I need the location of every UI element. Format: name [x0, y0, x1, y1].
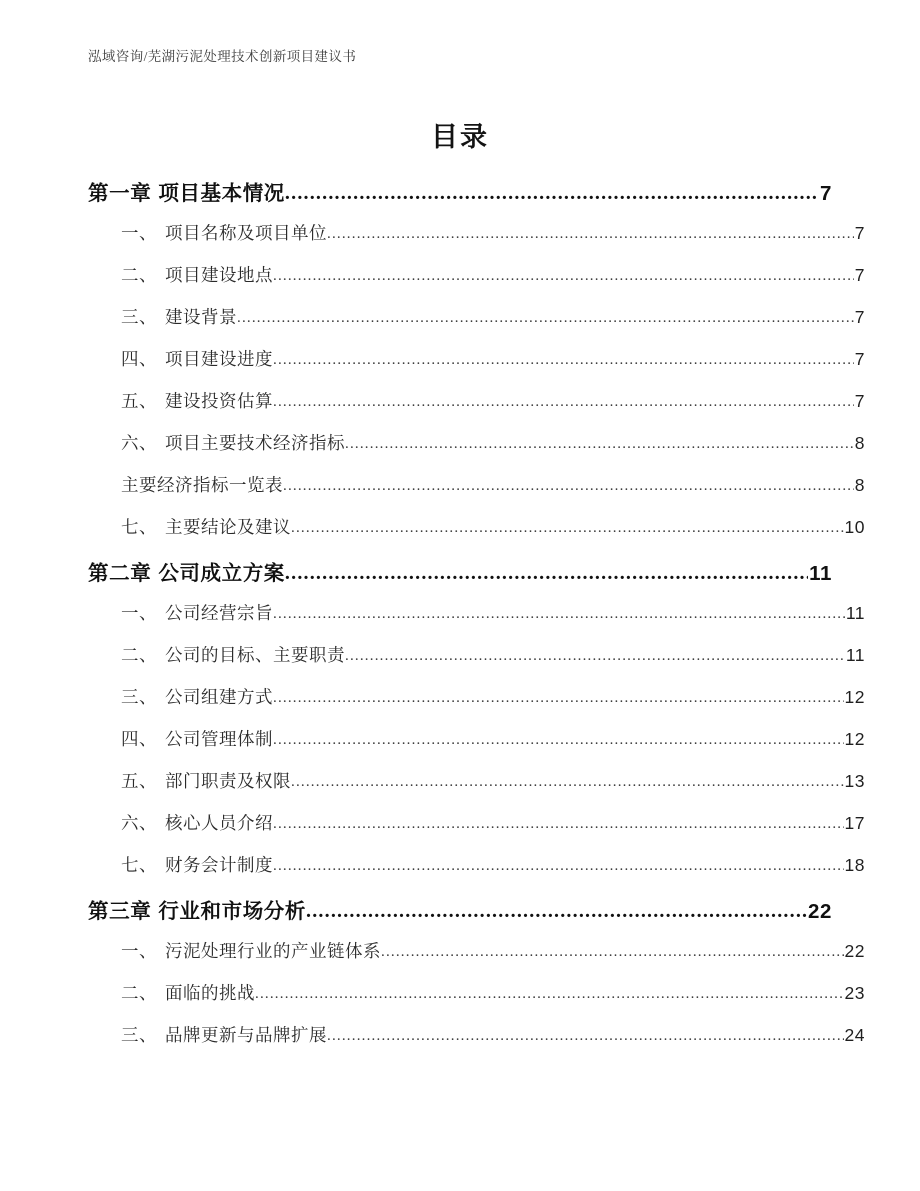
toc-entry-number: 二、 [121, 645, 157, 665]
toc-entry-text: 主要结论及建议 [165, 517, 291, 537]
toc-page-number: 18 [844, 855, 865, 875]
toc-entry-row[interactable] [88, 726, 865, 768]
toc-entry-text: 公司管理体制 [165, 729, 273, 749]
dot-leader [291, 520, 844, 537]
toc-entry-text: 建设投资估算 [165, 391, 273, 411]
toc-entry-text: 公司组建方式 [165, 687, 273, 707]
toc-chapter-label [88, 556, 285, 586]
toc-entry-row[interactable] [88, 430, 865, 472]
toc-entry-text: 核心人员介绍 [165, 813, 273, 833]
toc-page-number: 10 [844, 517, 865, 537]
toc-entry-label [121, 852, 273, 877]
toc-page-number: 7 [854, 223, 865, 243]
toc-chapter-row[interactable] [88, 556, 832, 600]
toc-entry-label [121, 388, 273, 413]
toc-entry-number: 五、 [121, 771, 157, 791]
toc-entry-label [121, 220, 327, 245]
dot-leader [273, 858, 844, 875]
toc-entry-number: 六、 [121, 433, 157, 453]
toc-entry-row[interactable] [88, 1022, 865, 1064]
toc-page-number: 7 [854, 391, 865, 411]
toc-chapter-label [88, 176, 285, 206]
toc-page-number: 8 [854, 433, 865, 453]
toc-entry-text: 建设背景 [165, 307, 237, 327]
toc-entry-text: 公司经营宗旨 [165, 603, 273, 623]
toc-page-number: 23 [844, 983, 865, 1003]
dot-leader [273, 268, 854, 285]
toc-entry-number: 二、 [121, 983, 157, 1003]
toc-entry-text: 财务会计制度 [165, 855, 273, 875]
toc-entry-label [121, 430, 345, 455]
dot-leader [273, 690, 844, 707]
toc-entry-text: 项目主要技术经济指标 [165, 433, 345, 453]
toc-page-number: 11 [845, 645, 865, 665]
toc-chapter-row[interactable] [88, 176, 832, 220]
toc-entry-text: 公司的目标、主要职责 [165, 645, 345, 665]
toc-entry-label [121, 304, 237, 329]
dot-leader [273, 394, 854, 411]
toc-entry-label [121, 938, 381, 963]
dot-leader [306, 900, 807, 923]
dot-leader [381, 944, 844, 961]
toc-entry-number: 四、 [121, 349, 157, 369]
toc-entry-text: 品牌更新与品牌扩展 [165, 1025, 327, 1045]
toc-entry-text: 主要经济指标一览表 [121, 475, 283, 495]
toc-entry-text: 行业和市场分析 [158, 901, 307, 923]
toc-entry-number: 第三章 [88, 901, 152, 923]
dot-leader [285, 562, 808, 585]
toc-page-number: 7 [854, 349, 865, 369]
dot-leader [255, 986, 844, 1003]
toc-entry-text: 项目基本情况 [158, 183, 285, 205]
toc-entry-row[interactable] [88, 472, 865, 514]
dot-leader [345, 648, 845, 665]
toc-entry-row[interactable] [88, 852, 865, 894]
toc-entry-label [121, 514, 291, 539]
toc-entry-label [121, 346, 273, 371]
dot-leader [285, 182, 819, 205]
toc-entry-row[interactable] [88, 388, 865, 430]
toc-page-number: 11 [809, 562, 832, 585]
dot-leader [327, 1028, 844, 1045]
toc-entry-label [121, 262, 273, 287]
toc-entry-row[interactable] [88, 346, 865, 388]
toc-entry-text: 项目建设进度 [165, 349, 273, 369]
toc-entry-number: 四、 [121, 729, 157, 749]
dot-leader [237, 310, 854, 327]
toc-entry-number: 第一章 [88, 183, 152, 205]
toc-entry-row[interactable] [88, 684, 865, 726]
toc-page-number: 12 [844, 687, 865, 707]
toc-entry-label [121, 726, 273, 751]
dot-leader [273, 816, 844, 833]
toc-entry-label [121, 768, 291, 793]
toc-page-number: 7 [854, 307, 865, 327]
dot-leader [283, 478, 854, 495]
toc-page-number: 13 [844, 771, 865, 791]
toc-entry-label [121, 684, 273, 709]
dot-leader [273, 606, 845, 623]
toc-entry-text: 项目名称及项目单位 [165, 223, 327, 243]
dot-leader [291, 774, 844, 791]
toc-entry-text: 面临的挑战 [165, 983, 255, 1003]
dot-leader [345, 436, 854, 453]
toc-entry-row[interactable] [88, 514, 865, 556]
toc-entry-number: 六、 [121, 813, 157, 833]
toc-entry-number: 第二章 [88, 563, 152, 585]
toc-entry-label [121, 1022, 327, 1047]
toc-page-number: 22 [807, 900, 832, 923]
toc-entry-text: 污泥处理行业的产业链体系 [165, 941, 381, 961]
toc-entry-number: 七、 [121, 517, 157, 537]
running-header: 泓域咨询/芜湖污泥处理技术创新项目建议书 [88, 49, 357, 64]
toc-page-number: 11 [845, 603, 865, 623]
toc-page-number: 22 [844, 941, 865, 961]
toc-entry-number: 三、 [121, 687, 157, 707]
toc-entry-label [121, 600, 273, 625]
toc-entry-text: 公司成立方案 [158, 563, 285, 585]
toc-entry-row[interactable] [88, 810, 865, 852]
toc-entry-label [121, 472, 283, 497]
toc-entry-row[interactable] [88, 220, 865, 262]
toc-page-number: 8 [854, 475, 865, 495]
toc-entry-row[interactable] [88, 980, 865, 1022]
toc-entry-label [121, 810, 273, 835]
toc-entry-number: 七、 [121, 855, 157, 875]
toc-entry-number: 三、 [121, 1025, 157, 1045]
toc-entry-text: 项目建设地点 [165, 265, 273, 285]
dot-leader [273, 732, 844, 749]
dot-leader [327, 226, 854, 243]
toc-entry-number: 一、 [121, 603, 157, 623]
toc-entry-row[interactable] [88, 600, 865, 642]
toc-entry-number: 一、 [121, 941, 157, 961]
toc-entry-number: 三、 [121, 307, 157, 327]
toc-entry-number: 一、 [121, 223, 157, 243]
toc-chapter-label [88, 894, 306, 924]
page-title: 目录 [431, 122, 489, 152]
toc-entry-label [121, 980, 255, 1005]
toc-page-number: 7 [819, 182, 832, 205]
toc-entry-row[interactable] [88, 262, 865, 304]
toc-entry-row[interactable] [88, 938, 865, 980]
toc-entry-text: 部门职责及权限 [165, 771, 291, 791]
toc-entry-label [121, 642, 345, 667]
toc-page-number: 7 [854, 265, 865, 285]
toc-entry-row[interactable] [88, 304, 865, 346]
toc-entry-number: 五、 [121, 391, 157, 411]
toc-page-number: 17 [844, 813, 865, 833]
toc-entry-row[interactable] [88, 642, 865, 684]
toc-entry-number: 二、 [121, 265, 157, 285]
table-of-contents [88, 176, 865, 1064]
toc-page-number: 12 [844, 729, 865, 749]
toc-chapter-row[interactable] [88, 894, 832, 938]
toc-entry-row[interactable] [88, 768, 865, 810]
toc-page-number: 24 [844, 1025, 865, 1045]
dot-leader [273, 352, 854, 369]
